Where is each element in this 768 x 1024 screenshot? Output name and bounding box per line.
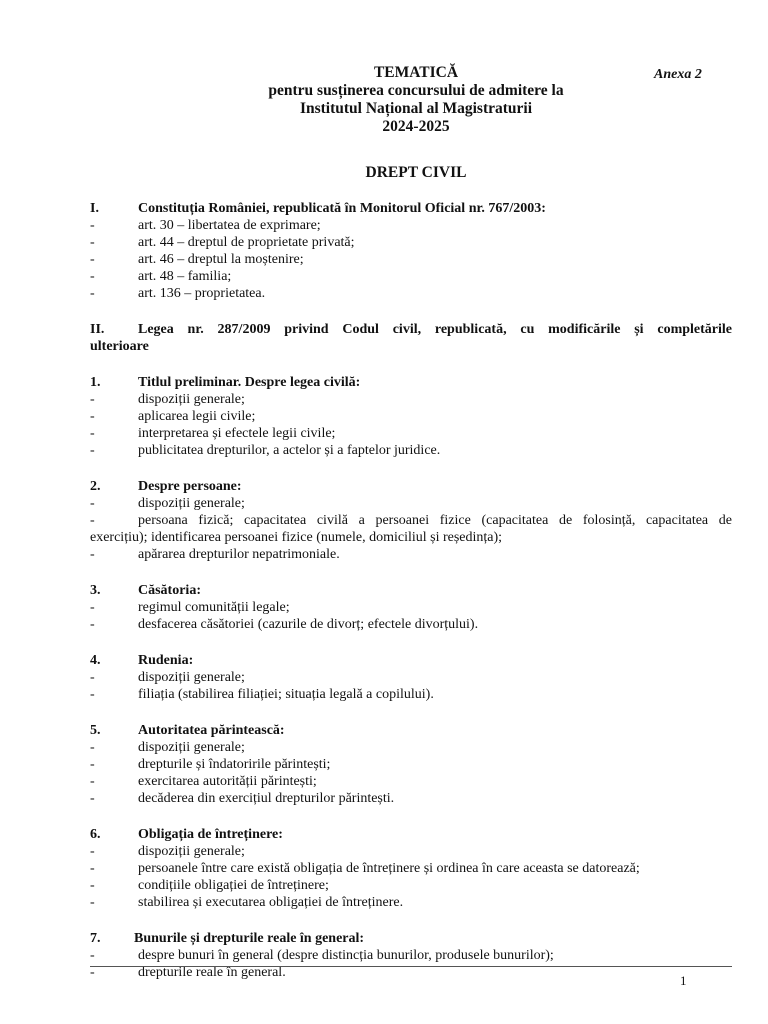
dash-marker: - [90, 791, 95, 806]
section-title: Constituția României, republicată în Monitorul Oficial nr. 767/2003: [138, 201, 546, 216]
list-item-text: art. 136 – proprietatea. [138, 286, 266, 301]
topic-title: Obligația de întreținere: [138, 827, 283, 842]
topic-kinship [90, 652, 732, 703]
topic-title: Bunurile și drepturile reale în general: [134, 931, 365, 946]
topic-property [90, 930, 732, 981]
topic-number: 5. [90, 723, 101, 738]
dash-marker: - [90, 965, 95, 980]
dash-marker: - [90, 670, 95, 685]
topic-number: 6. [90, 827, 101, 842]
topic-title: Căsătoria: [138, 583, 201, 598]
topic-heading [90, 722, 732, 739]
dash-marker: - [90, 269, 95, 284]
section-heading [90, 321, 732, 338]
header-subtitle: pentru susținerea concursului de admitere la [268, 82, 564, 99]
dash-marker: - [90, 252, 95, 267]
header-institution: Institutul Național al Magistraturii [299, 100, 533, 117]
topic-title: Autoritatea părintească: [138, 723, 285, 738]
dash-marker: - [90, 547, 95, 562]
list-item [90, 773, 732, 790]
list-item [90, 843, 732, 860]
dash-marker: - [90, 496, 95, 511]
list-item-text: regimul comunității legale; [138, 600, 290, 615]
list-item [90, 217, 732, 234]
list-item [90, 546, 732, 563]
list-item-text: aplicarea legii civile; [138, 409, 256, 424]
section-civil-code [90, 321, 732, 355]
list-item-text: persoanele între care există obligația de întreținere și ordinea în care aceasta se datorează; [138, 861, 640, 876]
list-item-text: dispoziții generale; [138, 740, 245, 755]
list-item-text: condițiile obligației de întreținere; [138, 878, 329, 893]
dash-marker: - [90, 740, 95, 755]
subject-title: DREPT CIVIL [365, 164, 467, 181]
list-item [90, 686, 732, 703]
dash-marker: - [90, 844, 95, 859]
list-item-text: interpretarea și efectele legii civile; [138, 426, 336, 441]
topic-heading [90, 826, 732, 843]
list-item [90, 616, 732, 633]
list-item-text: decăderea din exercițiul drepturilor părintești. [138, 791, 395, 806]
topic-preliminary-title [90, 374, 732, 459]
document-header [0, 64, 768, 136]
section-title-line1: Legea nr. 287/2009 privind Codul civil, republicată, cu modificările și completările [138, 322, 732, 337]
list-item [90, 285, 732, 302]
dash-marker: - [90, 617, 95, 632]
dash-marker: - [90, 286, 95, 301]
list-item [90, 860, 732, 877]
dash-marker: - [90, 426, 95, 441]
topic-heading [90, 374, 732, 391]
dash-marker: - [90, 235, 95, 250]
list-item [90, 268, 732, 285]
dash-marker: - [90, 443, 95, 458]
list-item-text: drepturile reale în general. [138, 965, 286, 980]
list-item [90, 877, 732, 894]
list-item-text: apărarea drepturilor nepatrimoniale. [138, 547, 340, 562]
topic-title: Despre persoane: [138, 479, 242, 494]
list-item [90, 425, 732, 442]
list-item [90, 739, 732, 756]
list-item-text: art. 46 – dreptul la moștenire; [138, 252, 304, 267]
list-item-text: stabilirea și executarea obligației de întreținere. [138, 895, 404, 910]
topic-heading [90, 930, 732, 947]
list-item-text: dispoziții generale; [138, 670, 245, 685]
dash-marker: - [90, 513, 95, 528]
dash-marker: - [90, 600, 95, 615]
section-constitution [90, 200, 732, 302]
dash-marker: - [90, 861, 95, 876]
list-item [90, 391, 732, 408]
list-item-text: desfacerea căsătoriei (cazurile de divorț; efectele divorțului). [138, 617, 479, 632]
list-item [90, 790, 732, 807]
list-item-text: dispoziții generale; [138, 392, 245, 407]
topic-number: 4. [90, 653, 101, 668]
list-item-text: dispoziții generale; [138, 844, 245, 859]
section-number: I. [90, 201, 99, 216]
dash-marker: - [90, 878, 95, 893]
list-item-text: filiația (stabilirea filiației; situația legală a copilului). [138, 687, 434, 702]
list-item [90, 756, 732, 773]
topic-persons [90, 478, 732, 563]
list-item [90, 495, 732, 512]
topic-parental-authority [90, 722, 732, 807]
list-item [90, 442, 732, 459]
header-year: 2024-2025 [382, 118, 450, 135]
list-item-continuation: exercițiu); identificarea persoanei fizice (numele, domiciliul și reședința); [90, 530, 503, 545]
list-item-text: persoana fizică; capacitatea civilă a persoanei fizice (capacitatea de folosință, capacitatea de [138, 513, 732, 528]
dash-marker: - [90, 392, 95, 407]
dash-marker: - [90, 409, 95, 424]
dash-marker: - [90, 757, 95, 772]
topic-heading [90, 582, 732, 599]
list-item [90, 947, 732, 964]
topic-heading [90, 478, 732, 495]
topic-number: 2. [90, 479, 101, 494]
document-body [90, 200, 732, 1000]
dash-marker: - [90, 895, 95, 910]
annex-label: Anexa 2 [654, 67, 702, 82]
topic-marriage [90, 582, 732, 633]
page-number: 1 [680, 973, 687, 988]
topic-number: 3. [90, 583, 101, 598]
list-item-text: despre bunuri în general (despre distincția bunurilor, produsele bunurilor); [138, 948, 554, 963]
list-item-text: art. 30 – libertatea de exprimare; [138, 218, 321, 233]
topic-number: 7. [90, 931, 101, 946]
topic-heading [90, 652, 732, 669]
list-item [90, 512, 732, 529]
list-item [90, 894, 732, 911]
list-item [90, 234, 732, 251]
list-item [90, 251, 732, 268]
topic-maintenance-obligation [90, 826, 732, 911]
list-item [90, 669, 732, 686]
list-item-text: publicitatea drepturilor, a actelor și a faptelor juridice. [138, 443, 441, 458]
section-number: II. [90, 322, 105, 337]
footer-divider [90, 966, 732, 967]
list-item-text: drepturile și îndatoririle părintești; [138, 757, 331, 772]
topic-title: Rudenia: [138, 653, 194, 668]
header-title: TEMATICĂ [373, 64, 459, 81]
dash-marker: - [90, 948, 95, 963]
dash-marker: - [90, 774, 95, 789]
list-item-text: art. 48 – familia; [138, 269, 232, 284]
dash-marker: - [90, 218, 95, 233]
topic-number: 1. [90, 375, 101, 390]
list-item-text: art. 44 – dreptul de proprietate privată; [138, 235, 355, 250]
topic-title: Titlul preliminar. Despre legea civilă: [138, 375, 361, 390]
dash-marker: - [90, 687, 95, 702]
section-heading [90, 200, 732, 217]
list-item [90, 408, 732, 425]
list-item [90, 599, 732, 616]
list-item-text: dispoziții generale; [138, 496, 245, 511]
section-title-line2: ulterioare [90, 339, 149, 354]
list-item-text: exercitarea autorității părintești; [138, 774, 317, 789]
